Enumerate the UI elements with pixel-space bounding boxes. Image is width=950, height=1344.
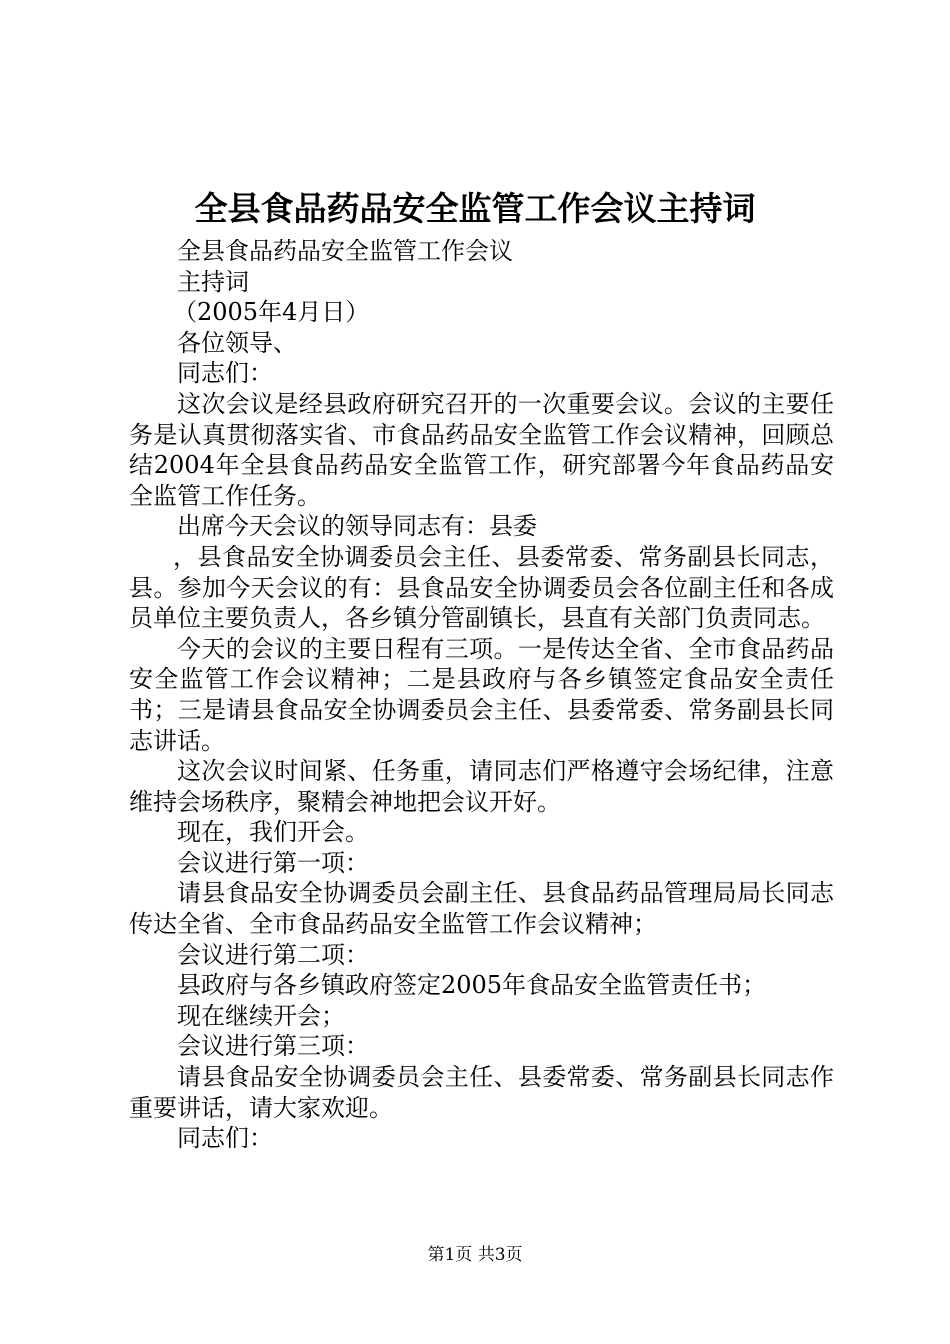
paragraph: 主持词 (177, 267, 249, 296)
paragraph: 同志们： (177, 359, 273, 388)
paragraph: （2005年4月日） (173, 298, 370, 327)
paragraph: 这次会议是经县政府研究召开的一次重要会议。会议的主要任务是认真贯彻落实省、市食品药品安全监管工作会议精神，回顾总结2004年全县食品药品安全监管工作，研究部署今年食品药品安全监管工作任务。 (129, 389, 834, 510)
paragraph: 请县食品安全协调委员会副主任、县食品药品管理局局长同志传达全省、全市食品药品安全监管工作会议精神； (129, 879, 834, 939)
paragraph: 出席今天会议的领导同志有：县委 (177, 512, 537, 541)
paragraph: 会议进行第三项： (177, 1032, 369, 1061)
paragraph: ，县食品安全协调委员会主任、县委常委、常务副县长同志，县。参加今天会议的有：县食品安全协调委员会各位副主任和各成员单位主要负责人，各乡镇分管副镇长，县直有关部门负责同志。 (129, 542, 834, 633)
paragraph: 全县食品药品安全监管工作会议 (177, 237, 513, 265)
paragraph: 这次会议时间紧、任务重，请同志们严格遵守会场纪律，注意维持会场秩序，聚精会神地把会议开好。 (129, 757, 834, 816)
document-title: 全县食品药品安全监管工作会议主持词 (194, 189, 756, 228)
paragraph: 各位领导、 (177, 328, 297, 357)
paragraph: 今天的会议的主要日程有三项。一是传达全省、全市食品药品安全监管工作会议精神；二是县政府与各乡镇签定食品安全责任书；三是请县食品安全协调委员会主任、县委常委、常务副县长同志讲话。 (129, 634, 834, 755)
paragraph: 会议进行第一项： (177, 848, 369, 877)
paragraph: 会议进行第二项： (177, 940, 369, 969)
page-number-footer: 第1页 共3页 (427, 1245, 523, 1265)
paragraph: 县政府与各乡镇政府签定2005年食品安全监管责任书； (177, 971, 767, 1000)
paragraph: 请县食品安全协调委员会主任、县委常委、常务副县长同志作重要讲话，请大家欢迎。 (129, 1063, 834, 1122)
paragraph: 同志们： (177, 1124, 273, 1153)
paragraph: 现在，我们开会。 (177, 818, 369, 847)
paragraph: 现在继续开会； (177, 1001, 345, 1030)
document-body (129, 236, 834, 1154)
